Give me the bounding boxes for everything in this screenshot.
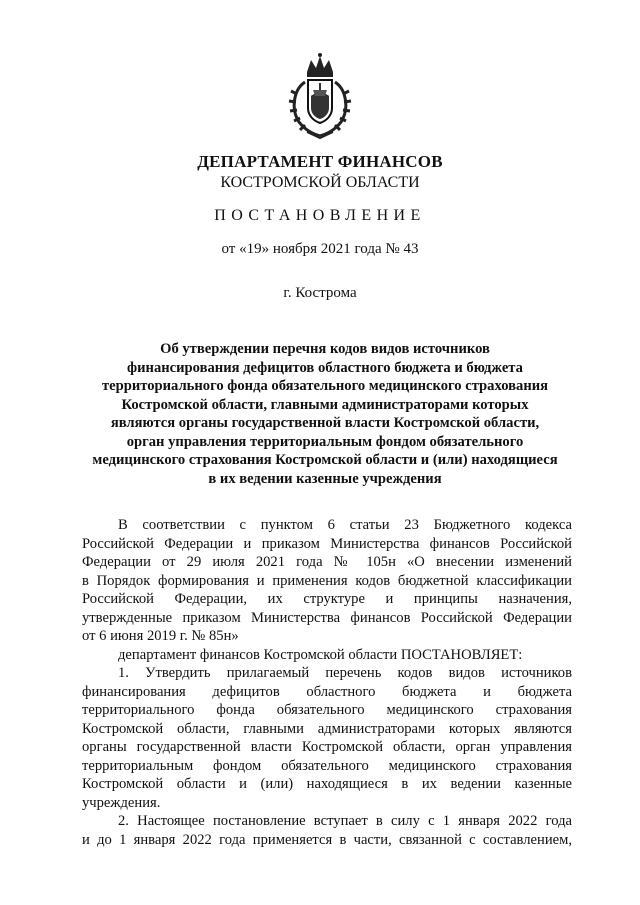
body-line: Костромской области и (или) находящиеся в их ведении казенные (82, 776, 572, 792)
body-line: Костромской области, главными администраторами которых являются (82, 720, 572, 737)
body-line: Российской Федерации и приказом Министерства финансов Российской (82, 535, 572, 552)
body-line: 1. Утвердить прилагаемый перечень кодов видов источников (118, 665, 572, 681)
body-line: утвержденные приказом Министерства финансов Российской Федерации (82, 609, 572, 626)
body-line: органы государственной власти Костромской области, орган управления (82, 739, 572, 755)
heading-line: финансирования дефицитов областного бюджета и бюджета (127, 359, 523, 376)
heading-line: орган управления территориальным фондом обязательного (126, 433, 524, 450)
body-line: учреждения. (82, 794, 161, 811)
heading-line: являются органы государственной власти Костромской области, (110, 415, 540, 431)
body-line: департамент финансов Костромской области ПОСТАНОВЛЯЕТ: (118, 646, 523, 663)
body-line: территориальным фондом обязательного медицинского страхования (82, 757, 572, 774)
document-type: ПОСТАНОВЛЕНИЕ (214, 207, 426, 224)
department-title: ДЕПАРТАМЕНТ ФИНАНСОВ (197, 152, 443, 171)
body-line: и до 1 января 2022 года применяется в части, связанной с составлением, (82, 831, 572, 848)
document-date-number: от «19» ноября 2021 года № 43 (221, 241, 419, 257)
document-heading (82, 340, 568, 488)
body-line: в Порядок формирования и применения кодов бюджетной классификации (82, 572, 572, 589)
body-line: Федерации от 29 июля 2021 года № 105н «О внесении изменений (82, 554, 572, 570)
heading-line: территориального фонда обязательного медицинского страхования (101, 378, 549, 394)
body-line: 2. Настоящее постановление вступает в силу с 1 января 2022 года (118, 813, 572, 829)
body-line: территориального фонда обязательного медицинского страхования (82, 702, 572, 718)
document-body (82, 516, 572, 849)
heading-line: в их ведении казенные учреждения (208, 470, 442, 487)
document-city: г. Кострома (283, 285, 357, 301)
body-line: финансирования дефицитов областного бюджета и бюджета (82, 683, 572, 700)
heading-line: медицинского страхования Костромской области и (или) находящиеся (92, 452, 558, 468)
heading-line: Об утверждении перечня кодов видов источников (160, 341, 490, 357)
body-line: В соответствии с пунктом 6 статьи 23 Бюджетного кодекса (118, 517, 572, 533)
body-line: от 6 июня 2019 г. № 85н» (82, 628, 239, 644)
heading-line: Костромской области, главными администраторами которых (121, 396, 529, 413)
body-line: Российской Федерации, их структуре и принципы назначения, (82, 591, 572, 607)
coat-of-arms-icon (285, 52, 355, 140)
region-title: КОСТРОМСКОЙ ОБЛАСТИ (220, 174, 420, 191)
